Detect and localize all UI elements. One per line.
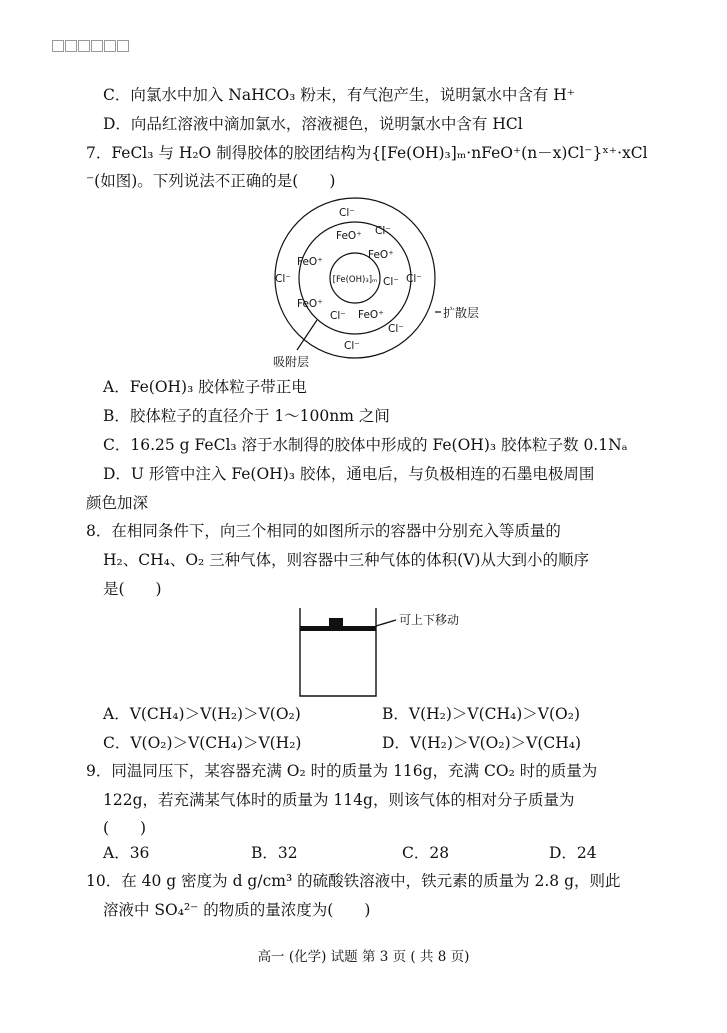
q8-option-a: A．V(CH₄)＞V(H₂)＞V(O₂) <box>103 705 301 723</box>
ion-cl: Cl⁻ <box>388 323 404 335</box>
q8-option-d: D．V(H₂)＞V(O₂)＞V(CH₄) <box>382 734 582 752</box>
piston-label: 可上下移动 <box>399 613 460 627</box>
ion-cl: Cl⁻ <box>275 273 291 285</box>
adsorption-layer-label: 吸附层 <box>273 355 310 369</box>
ion-cl: Cl⁻ <box>339 207 355 219</box>
micelle-figure <box>255 196 505 375</box>
q9-stem-line2: 122g，若充满某气体时的质量为 114g，则该气体的相对分子质量为 <box>103 791 575 809</box>
q10-stem-line2: 溶液中 SO₄²⁻ 的物质的量浓度为( ) <box>103 901 371 919</box>
q7-stem-line1: 7．FeCl₃ 与 H₂O 制得胶体的胶团结构为{[Fe(OH)₃]ₘ·nFeO⁺(n－x)Cl⁻}ˣ⁺·xCl <box>86 144 648 162</box>
ion-cl: Cl⁻ <box>406 273 422 285</box>
q6-option-c: C．向氯水中加入 NaHCO₃ 粉末，有气泡产生，说明氯水中含有 H⁺ <box>103 86 575 104</box>
q8-stem-line3: 是( ) <box>103 580 162 598</box>
q7-option-c: C．16.25 g FeCl₃ 溶于水制得的胶体中形成的 Fe(OH)₃ 胶体粒子数 0.1Nₐ <box>103 436 628 454</box>
q8-stem-line2: H₂、CH₄、O₂ 三种气体，则容器中三种气体的体积(V)从大到小的顺序 <box>103 551 589 569</box>
ion-feo: FeO⁺ <box>297 298 323 310</box>
q9-stem-line1: 9．同温同压下，某容器充满 O₂ 时的质量为 116g，充满 CO₂ 时的质量为 <box>86 762 598 780</box>
page-footer: 高一 (化学) 试题 第 3 页 ( 共 8 页) <box>257 949 470 965</box>
header-mark <box>52 40 132 54</box>
diffusion-layer-label: 扩散层 <box>443 306 480 320</box>
q8-stem-line1: 8．在相同条件下，向三个相同的如图所示的容器中分别充入等质量的 <box>86 522 561 540</box>
q9-option-d: D．24 <box>549 844 597 862</box>
q7-option-d-line1: D．U 形管中注入 Fe(OH)₃ 胶体，通电后，与负极相连的石墨电极周围 <box>103 465 595 483</box>
q8-option-c: C．V(O₂)＞V(CH₄)＞V(H₂) <box>103 734 302 752</box>
ion-cl: Cl⁻ <box>330 310 346 322</box>
ion-feo: FeO⁺ <box>358 309 384 321</box>
ion-cl: Cl⁻ <box>383 276 399 288</box>
q6-option-d: D．向品红溶液中滴加氯水，溶液褪色，说明氯水中含有 HCl <box>103 115 523 133</box>
ion-feo: FeO⁺ <box>297 256 323 268</box>
core-label: [Fe(OH)₃]ₘ <box>332 275 378 285</box>
ion-feo: FeO⁺ <box>368 249 394 261</box>
q9-option-a: A．36 <box>103 844 150 862</box>
q9-option-b: B．32 <box>251 844 298 862</box>
q7-option-d-line2: 颜色加深 <box>86 494 149 512</box>
container-figure <box>296 604 466 704</box>
q7-option-b: B．胶体粒子的直径介于 1～100nm 之间 <box>103 407 390 425</box>
ion-feo: FeO⁺ <box>336 230 362 242</box>
q9-stem-line3: ( ) <box>103 819 147 837</box>
q8-option-b: B．V(H₂)＞V(CH₄)＞V(O₂) <box>382 705 580 723</box>
piston-weight <box>329 618 343 627</box>
ion-cl: Cl⁻ <box>375 225 391 237</box>
q7-option-a: A．Fe(OH)₃ 胶体粒子带正电 <box>103 378 307 396</box>
ion-cl: Cl⁻ <box>344 340 360 352</box>
q10-stem-line1: 10．在 40 g 密度为 d g/cm³ 的硫酸铁溶液中，铁元素的质量为 2.8 g，则此 <box>86 872 621 890</box>
q9-option-c: C．28 <box>402 844 450 862</box>
q7-stem-line2: ⁻(如图)。下列说法不正确的是( ) <box>86 172 336 190</box>
